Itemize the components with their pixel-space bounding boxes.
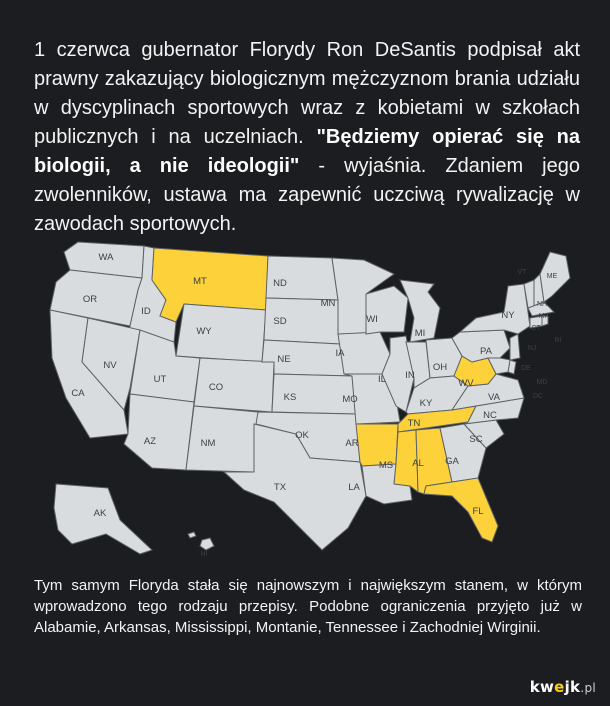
label-in: IN <box>405 370 415 381</box>
label-pa: PA <box>480 346 492 357</box>
label-nc: NC <box>483 410 497 421</box>
label-ny: NY <box>501 310 515 321</box>
state-hi <box>188 532 214 550</box>
label-ca: CA <box>71 388 85 399</box>
label-oh: OH <box>432 362 448 373</box>
state-ia <box>335 332 390 374</box>
kwejk-logo: kwejk.pl <box>529 678 596 696</box>
state-wy <box>176 304 266 362</box>
state-nm <box>186 406 258 472</box>
label-fl: FL <box>472 506 484 517</box>
label-ia: IA <box>335 348 345 359</box>
label-nm: NM <box>200 438 216 449</box>
state-ak <box>54 484 152 554</box>
label-ne: NE <box>277 354 291 365</box>
label-mi: MI <box>414 328 426 339</box>
label-mn: MN <box>320 298 336 309</box>
desantis-quote: "Będziemy opierać się na biologii, a nie ideologii" <box>34 126 580 177</box>
label-vt: VT <box>517 269 527 276</box>
label-mt: MT <box>193 276 207 287</box>
intro-before: 1 czerwca gubernator Florydy Ron DeSantis podpisał akt prawny zakazujący biologicznym mężczyznom brania udziału w dyscyplinach sportowych wraz z kobietami w szkołach publicznych i na uczelniach. <box>34 39 580 148</box>
label-ky: KY <box>419 398 433 409</box>
label-ok: OK <box>295 430 309 441</box>
label-va: VA <box>488 392 500 403</box>
us-states-map <box>48 238 588 568</box>
label-ga: GA <box>445 456 459 467</box>
state-az <box>124 394 194 470</box>
label-de: DE <box>521 365 531 372</box>
label-co: CO <box>208 382 224 393</box>
label-me: ME <box>546 273 558 280</box>
label-ks: KS <box>283 392 297 403</box>
label-sd: SD <box>273 316 287 327</box>
label-dc: DC <box>532 393 544 400</box>
outro-text: Tym samym Floryda stała się najnowszym i największym stanem, w którym wprowadzono tego rodzaju przepisy. Podobne ograniczenia przyjęto już w Alabamie, Arkansas, Mississippi, Montanie, Tennessee i Zachodniej Wirginii. <box>34 577 582 636</box>
label-wy: WY <box>196 326 212 337</box>
label-nh: NH <box>536 301 548 308</box>
label-tn: TN <box>407 418 421 429</box>
label-ct: CT <box>531 325 541 332</box>
label-id: ID <box>141 306 151 317</box>
state-ny <box>460 284 530 334</box>
label-hi: HI <box>200 551 208 558</box>
label-nv: NV <box>103 360 117 371</box>
label-nj: NJ <box>527 345 537 352</box>
label-nd: ND <box>273 278 287 289</box>
label-md: MD <box>536 379 548 386</box>
label-ms: MS <box>378 460 394 471</box>
label-ri: RI <box>554 337 562 344</box>
label-il: IL <box>378 374 386 385</box>
label-ak: AK <box>93 508 107 519</box>
label-al: AL <box>412 458 424 469</box>
label-ut: UT <box>153 374 167 385</box>
label-sc: SC <box>469 434 483 445</box>
label-ma: MA <box>538 313 550 320</box>
label-la: LA <box>348 482 360 493</box>
label-az: AZ <box>143 436 157 447</box>
label-mo: MO <box>342 394 358 405</box>
state-wi <box>366 286 408 334</box>
label-wi: WI <box>366 314 378 325</box>
label-tx: TX <box>273 482 287 493</box>
label-wv: WV <box>458 378 474 389</box>
state-fl <box>424 478 498 542</box>
label-wa: WA <box>98 252 114 263</box>
intro-after: - wyjaśnia. Zdaniem jego zwolenników, ustawa ma zapewnić uczciwą rywalizację w zawodach sportowych. <box>34 155 580 235</box>
state-co <box>194 358 274 412</box>
label-or: OR <box>82 294 98 305</box>
label-ar: AR <box>345 438 359 449</box>
state-nj <box>510 334 520 360</box>
intro-text <box>34 36 580 239</box>
